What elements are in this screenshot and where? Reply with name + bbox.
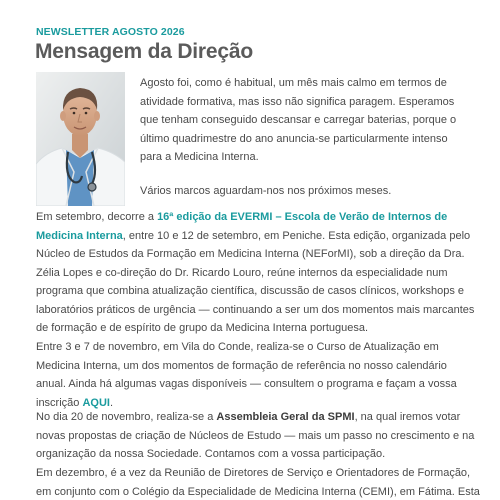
registration-period: . xyxy=(109,396,114,409)
registration-text: inscrição xyxy=(36,396,83,409)
director-photo xyxy=(36,72,125,206)
november-course-paragraph xyxy=(36,338,457,412)
september-line: laboratórios práticos de urgência — continuando a ser um dos momentos mais marcantes xyxy=(36,303,475,316)
december-line: Em dezembro, é a vez da Reunião de Diretores de Serviço e Orientadores de Formação, xyxy=(36,467,471,479)
evermi-link-continued[interactable]: Medicina Interna xyxy=(36,229,123,242)
general-assembly-paragraph xyxy=(36,408,474,464)
assembly-line: novas propostas de criação de Núcleos de Estudo — mais um passo no crescimento e na xyxy=(36,429,475,442)
intro-line: atividade formativa, mas isso não significa paragem. Esperamos xyxy=(140,95,455,108)
september-line xyxy=(36,227,474,246)
september-line: de formação e de espírito de grupo da Medicina Interna portuguesa. xyxy=(36,322,369,334)
assembly-suffix: , na qual iremos votar xyxy=(354,411,461,423)
december-paragraph xyxy=(36,464,480,500)
intro-paragraph xyxy=(140,74,456,167)
september-line: programa que combina atualização científica, discussão de casos clínicos, workshops e xyxy=(36,285,465,297)
november-course-line: Medicina Interna, um dos momentos de formação de referência no nosso calendário xyxy=(36,359,447,372)
september-line xyxy=(36,208,474,227)
december-line: em conjunto com o Colégio da Especialidade de Medicina Interna (CEMI), em Fátima. Esta xyxy=(36,485,480,498)
intro-line: último quadrimestre do ano anuncia-se particularmente intenso xyxy=(140,132,448,145)
newsletter-kicker: NEWSLETTER AGOSTO 2026 xyxy=(36,26,185,38)
september-line: Núcleo de Estudos da Formação em Medicina Interna (NEForMI), sob a direção da Dra. xyxy=(36,248,465,260)
november-course-line: Entre 3 e 7 de novembro, em Vila do Conde, realiza-se o Curso de Atualização em xyxy=(36,341,439,353)
intro-line: para a Medicina Interna. xyxy=(140,151,259,163)
intro-line: que tenham conseguido descansar e carregar baterias, porque o xyxy=(140,114,457,126)
evermi-link[interactable]: 16ª edição da EVERMI – Escola de Verão de Internos de xyxy=(157,211,448,223)
registration-link[interactable]: AQUI xyxy=(82,396,110,409)
september-line: Zélia Lopes e co-direção do Dr. Ricardo Louro, reúne internos da especialidade num xyxy=(36,266,448,279)
milestones-paragraph xyxy=(140,182,391,201)
intro-line: Agosto foi, como é habitual, um mês mais calmo em termos de xyxy=(140,77,447,89)
assembly-name: Assembleia Geral da SPMI xyxy=(216,411,355,423)
november-course-line: anual. Ainda há algumas vagas disponíveis — consultem o programa e façam a vossa xyxy=(36,378,457,390)
assembly-prefix: No dia 20 de novembro, realiza-se a xyxy=(36,411,217,423)
september-text: , entre 10 e 12 de setembro, em Peniche. Esta edição, organizada pelo xyxy=(122,229,471,242)
assembly-line: organização da nossa Sociedade. Contamos com a vossa participação. xyxy=(36,448,386,460)
september-prefix: Em setembro, decorre a xyxy=(36,211,158,223)
page-title: Mensagem da Direção xyxy=(35,40,253,63)
assembly-line xyxy=(36,408,474,427)
september-paragraph xyxy=(36,208,474,338)
milestones-text: Vários marcos aguardam-nos nos próximos meses. xyxy=(140,185,392,197)
